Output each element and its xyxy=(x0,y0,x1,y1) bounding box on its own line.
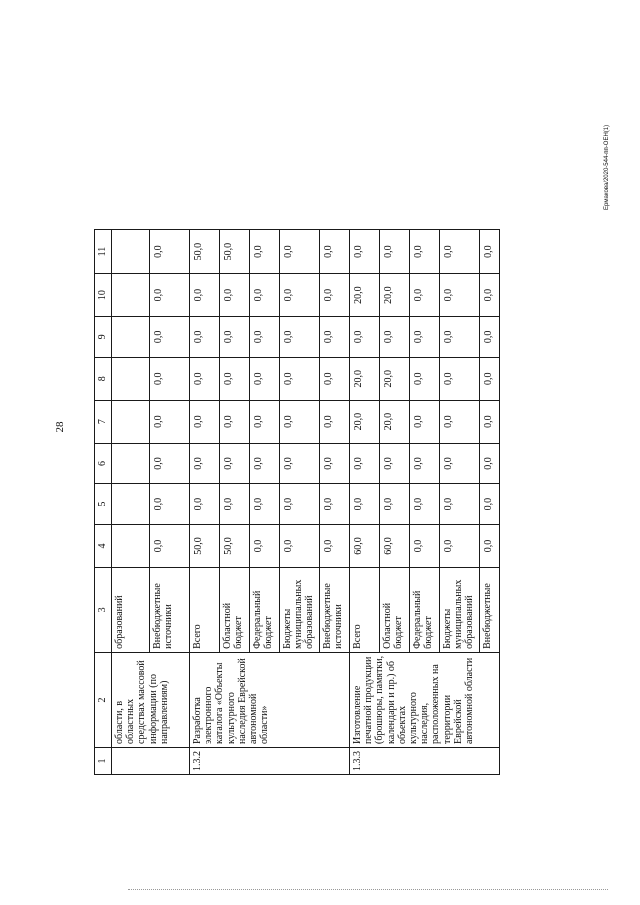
document-code: Ермакова/2020-544-пп-ОЕН(1) xyxy=(604,124,610,210)
budget-table xyxy=(94,229,500,775)
value-cell: 0,0 xyxy=(250,443,280,484)
value-cell: 50,0 xyxy=(220,230,250,274)
funding-source-cell: Внебюджетные xyxy=(480,567,500,652)
value-cell: 0,0 xyxy=(190,317,220,358)
value-cell: 0,0 xyxy=(440,443,480,484)
funding-source-cell: Всего xyxy=(190,567,220,652)
value-cell: 0,0 xyxy=(380,484,410,525)
value-cell: 50,0 xyxy=(220,525,250,568)
value-cell: 50,0 xyxy=(190,525,220,568)
value-cell: 0,0 xyxy=(480,525,500,568)
value-cell: 0,0 xyxy=(280,357,320,400)
table-row xyxy=(350,230,380,775)
value-cell: 0,0 xyxy=(440,525,480,568)
header-cell: 9 xyxy=(95,317,112,358)
value-cell: 0,0 xyxy=(480,317,500,358)
value-cell: 0,0 xyxy=(440,484,480,525)
table-row xyxy=(190,230,220,775)
item-number-cell xyxy=(112,748,190,775)
value-cell: 0,0 xyxy=(150,357,190,400)
header-cell: 3 xyxy=(95,567,112,652)
value-cell: 0,0 xyxy=(250,230,280,274)
value-cell: 0,0 xyxy=(410,525,440,568)
value-cell: 0,0 xyxy=(150,317,190,358)
value-cell: 20,0 xyxy=(350,274,380,317)
value-cell xyxy=(112,357,150,400)
item-number-cell: 1.3.3 xyxy=(350,748,500,775)
value-cell: 0,0 xyxy=(350,484,380,525)
value-cell: 0,0 xyxy=(280,274,320,317)
value-cell: 0,0 xyxy=(150,274,190,317)
funding-source-cell: Областной бюджет xyxy=(380,567,410,652)
value-cell: 0,0 xyxy=(410,317,440,358)
value-cell: 0,0 xyxy=(480,230,500,274)
value-cell: 0,0 xyxy=(190,484,220,525)
value-cell: 0,0 xyxy=(220,274,250,317)
value-cell: 0,0 xyxy=(350,443,380,484)
value-cell: 0,0 xyxy=(280,317,320,358)
header-cell: 2 xyxy=(95,652,112,747)
value-cell: 0,0 xyxy=(320,400,350,443)
value-cell xyxy=(112,317,150,358)
value-cell: 0,0 xyxy=(350,317,380,358)
value-cell: 0,0 xyxy=(220,400,250,443)
page-number: 28 xyxy=(54,421,66,433)
value-cell: 20,0 xyxy=(380,357,410,400)
value-cell: 0,0 xyxy=(280,443,320,484)
value-cell xyxy=(112,525,150,568)
value-cell: 0,0 xyxy=(410,484,440,525)
page-bottom-rule xyxy=(128,889,608,890)
funding-source-cell: Внебюджетные источники xyxy=(320,567,350,652)
value-cell xyxy=(112,400,150,443)
value-cell: 20,0 xyxy=(380,400,410,443)
value-cell: 0,0 xyxy=(280,484,320,525)
value-cell: 0,0 xyxy=(320,317,350,358)
value-cell: 0,0 xyxy=(250,317,280,358)
budget-table-wrapper xyxy=(94,229,500,775)
value-cell: 0,0 xyxy=(320,230,350,274)
header-cell: 5 xyxy=(95,484,112,525)
value-cell: 0,0 xyxy=(150,484,190,525)
value-cell: 0,0 xyxy=(320,443,350,484)
value-cell: 0,0 xyxy=(480,443,500,484)
value-cell: 0,0 xyxy=(190,357,220,400)
value-cell: 0,0 xyxy=(440,230,480,274)
funding-source-cell: Федеральный бюджет xyxy=(410,567,440,652)
value-cell: 0,0 xyxy=(380,230,410,274)
value-cell: 0,0 xyxy=(410,357,440,400)
activity-name-cell: области, в областных средствах массовой информации (по направлениям) xyxy=(112,652,190,747)
value-cell: 0,0 xyxy=(250,525,280,568)
value-cell: 0,0 xyxy=(150,230,190,274)
value-cell: 0,0 xyxy=(410,274,440,317)
value-cell: 0,0 xyxy=(150,443,190,484)
value-cell xyxy=(112,274,150,317)
value-cell: 0,0 xyxy=(320,274,350,317)
value-cell: 50,0 xyxy=(190,230,220,274)
funding-source-cell: Бюджеты муниципальных образований xyxy=(280,567,320,652)
value-cell: 0,0 xyxy=(410,400,440,443)
value-cell: 0,0 xyxy=(150,525,190,568)
value-cell: 0,0 xyxy=(190,400,220,443)
value-cell: 0,0 xyxy=(220,443,250,484)
header-cell: 7 xyxy=(95,400,112,443)
value-cell: 0,0 xyxy=(380,443,410,484)
header-cell: 1 xyxy=(95,748,112,775)
value-cell: 0,0 xyxy=(480,484,500,525)
funding-source-cell: Областной бюджет xyxy=(220,567,250,652)
value-cell: 0,0 xyxy=(150,400,190,443)
value-cell: 0,0 xyxy=(350,230,380,274)
value-cell: 0,0 xyxy=(280,525,320,568)
value-cell: 0,0 xyxy=(320,357,350,400)
value-cell: 0,0 xyxy=(480,357,500,400)
value-cell: 0,0 xyxy=(440,317,480,358)
table-row xyxy=(112,230,150,775)
value-cell: 0,0 xyxy=(280,230,320,274)
value-cell: 0,0 xyxy=(250,357,280,400)
value-cell: 0,0 xyxy=(480,274,500,317)
value-cell: 0,0 xyxy=(250,484,280,525)
value-cell: 0,0 xyxy=(440,274,480,317)
value-cell: 0,0 xyxy=(440,400,480,443)
header-cell: 10 xyxy=(95,274,112,317)
funding-source-cell: Всего xyxy=(350,567,380,652)
header-cell: 6 xyxy=(95,443,112,484)
value-cell: 0,0 xyxy=(320,525,350,568)
funding-source-cell: Внебюджетные источники xyxy=(150,567,190,652)
header-row xyxy=(95,230,112,775)
value-cell: 0,0 xyxy=(320,484,350,525)
value-cell: 0,0 xyxy=(190,274,220,317)
value-cell: 0,0 xyxy=(190,443,220,484)
value-cell: 0,0 xyxy=(410,230,440,274)
value-cell: 20,0 xyxy=(350,357,380,400)
header-cell: 4 xyxy=(95,525,112,568)
value-cell: 0,0 xyxy=(220,357,250,400)
value-cell: 0,0 xyxy=(380,317,410,358)
value-cell: 0,0 xyxy=(410,443,440,484)
value-cell: 0,0 xyxy=(220,317,250,358)
item-number-cell: 1.3.2 xyxy=(190,748,350,775)
funding-source-cell: Федеральный бюджет xyxy=(250,567,280,652)
funding-source-cell: образований xyxy=(112,567,150,652)
activity-name-cell: Разработка электронного каталога «Объекты культурного наследия Еврейской автономной области» xyxy=(190,652,350,747)
value-cell: 0,0 xyxy=(250,274,280,317)
funding-source-cell: Бюджеты муниципальных образований xyxy=(440,567,480,652)
value-cell xyxy=(112,230,150,274)
header-cell: 11 xyxy=(95,230,112,274)
table-body xyxy=(95,230,500,775)
value-cell: 20,0 xyxy=(380,274,410,317)
header-cell: 8 xyxy=(95,357,112,400)
value-cell: 0,0 xyxy=(220,484,250,525)
value-cell: 60,0 xyxy=(350,525,380,568)
value-cell xyxy=(112,484,150,525)
value-cell: 0,0 xyxy=(440,357,480,400)
value-cell: 60,0 xyxy=(380,525,410,568)
value-cell: 20,0 xyxy=(350,400,380,443)
value-cell: 0,0 xyxy=(480,400,500,443)
value-cell: 0,0 xyxy=(280,400,320,443)
value-cell xyxy=(112,443,150,484)
activity-name-cell: Изготовление печатной продукции (брошюры, памятки, календари и пр.) об объектах культурного наследия, расположенных на территории Еврейской автономной области xyxy=(350,652,500,747)
value-cell: 0,0 xyxy=(250,400,280,443)
